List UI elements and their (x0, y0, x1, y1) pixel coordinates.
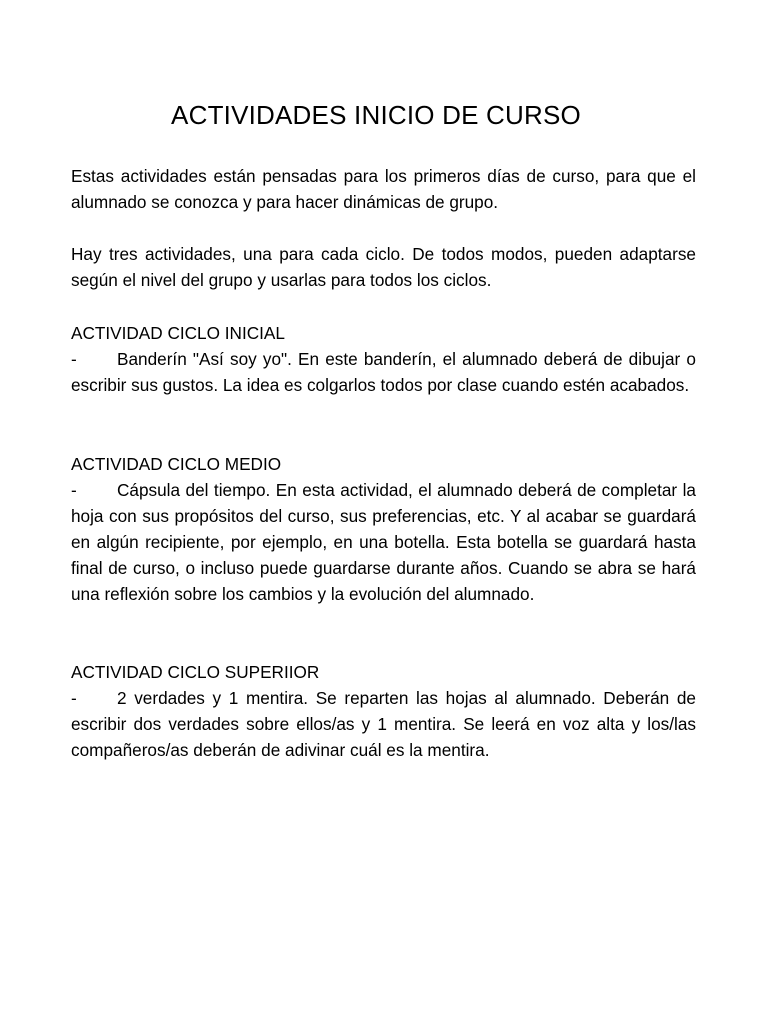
section-heading-medio: ACTIVIDAD CICLO MEDIO (71, 454, 282, 474)
section-heading-inicial: ACTIVIDAD CICLO INICIAL (71, 323, 285, 343)
bullet-text: Cápsula del tiempo. En esta actividad, el alumnado deberá de completar la hoja con sus propósitos del curso, sus preferencias, etc. Y al acabar se guardará en algún recipiente, por ejemplo, en una botella. Esta botella se guardará hasta final de curso, o incluso puede guardarse durante años. Cuando se abra se hará una reflexión sobre los cambios y la evolución del alumnado. (71, 480, 696, 604)
bullet-marker: - (71, 688, 77, 708)
bullet-item-inicial (71, 346, 696, 398)
bullet-text: 2 verdades y 1 mentira. Se reparten las hojas al alumnado. Deberán de escribir dos verdades sobre ellos/as y 1 mentira. Se leerá en voz alta y los/las compañeros/as deberán de adivinar cuál es la mentira. (71, 688, 696, 760)
bullet-item-medio (71, 477, 696, 607)
bullet-marker: - (71, 480, 77, 500)
document-title: ACTIVIDADES INICIO DE CURSO (171, 100, 581, 130)
bullet-text: Banderín "Así soy yo". En este banderín, el alumnado deberá de dibujar o escribir sus gustos. La idea es colgarlos todos por clase cuando estén acabados. (71, 349, 696, 395)
section-heading-superior: ACTIVIDAD CICLO SUPERIIOR (71, 662, 320, 682)
intro-paragraph-2: Hay tres actividades, una para cada ciclo. De todos modos, pueden adaptarse según el nivel del grupo y usarlas para todos los ciclos. (71, 244, 696, 290)
bullet-item-superior (71, 685, 696, 763)
bullet-marker: - (71, 349, 77, 369)
intro-paragraph-1: Estas actividades están pensadas para los primeros días de curso, para que el alumnado se conozca y para hacer dinámicas de grupo. (71, 166, 696, 212)
